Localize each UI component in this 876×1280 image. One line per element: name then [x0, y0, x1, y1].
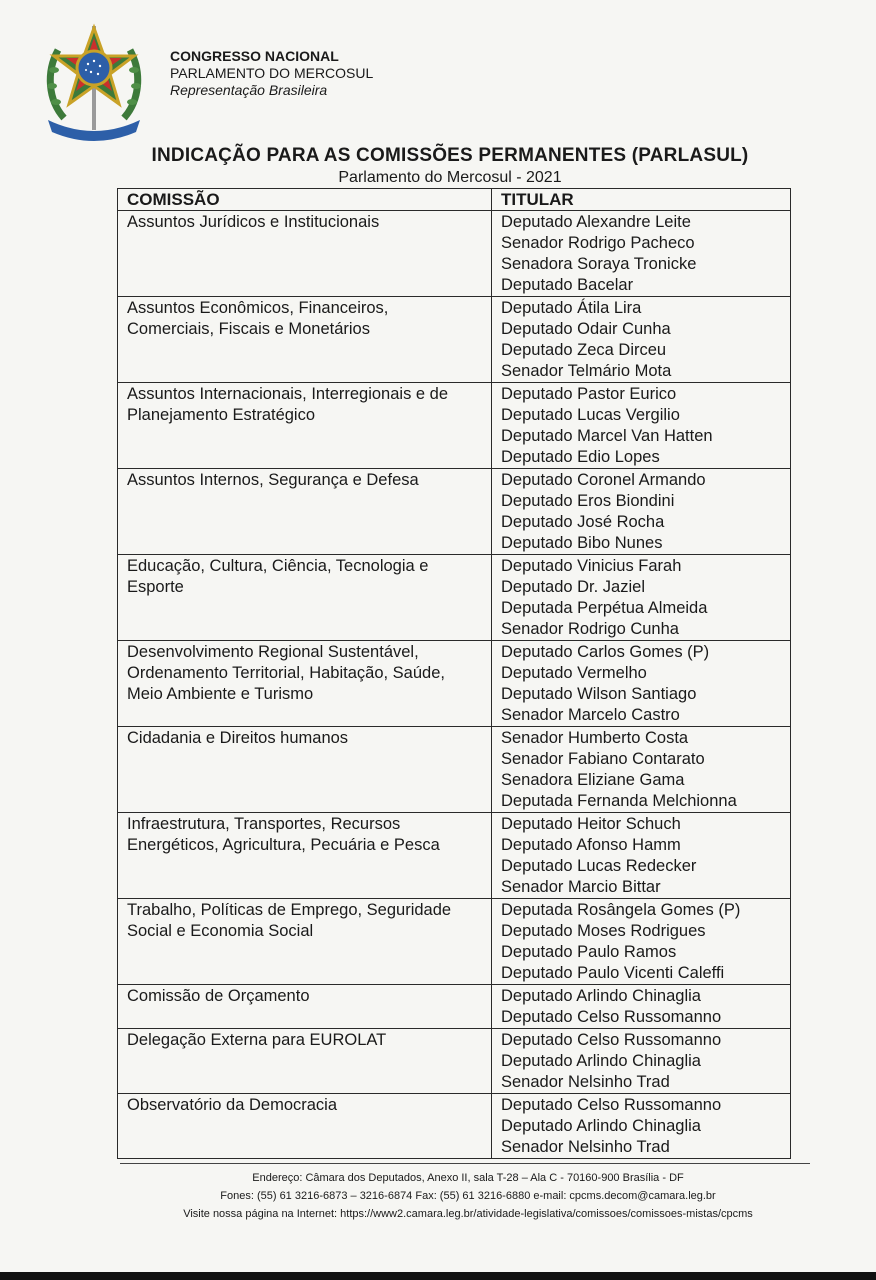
commission-name-line: Meio Ambiente e Turismo	[127, 685, 314, 703]
commission-name-line: Assuntos Jurídicos e Institucionais	[127, 213, 380, 231]
titular-cell	[492, 813, 791, 899]
commission-name-line: Observatório da Democracia	[127, 1096, 338, 1114]
institution-header	[170, 48, 373, 99]
titular-name: Deputada Fernanda Melchionna	[501, 792, 737, 810]
titular-name: Senador Telmário Mota	[501, 362, 672, 380]
titular-name: Deputado Átila Lira	[501, 299, 642, 317]
table-row	[118, 469, 791, 555]
commission-cell	[118, 555, 492, 641]
commission-name-line: Ordenamento Territorial, Habitação, Saúde,	[127, 664, 445, 682]
commission-name-line: Social e Economia Social	[127, 922, 314, 940]
titular-cell	[492, 555, 791, 641]
footer-divider	[120, 1163, 810, 1164]
commission-cell	[118, 727, 492, 813]
titular-name: Deputado Pastor Eurico	[501, 385, 677, 403]
commission-name-line: Educação, Cultura, Ciência, Tecnologia e	[127, 557, 429, 575]
titular-name: Deputado Marcel Van Hatten	[501, 427, 713, 445]
table-row	[118, 1029, 791, 1094]
table-row	[118, 297, 791, 383]
institution-representation: Representação Brasileira	[170, 82, 328, 98]
titular-name: Deputado Vinicius Farah	[501, 557, 682, 575]
titular-name: Deputado Carlos Gomes (P)	[501, 643, 710, 661]
titular-name: Senadora Soraya Tronicke	[501, 255, 697, 273]
titular-name: Senador Nelsinho Trad	[501, 1138, 670, 1156]
commission-cell	[118, 383, 492, 469]
commission-cell	[118, 297, 492, 383]
titular-name: Senador Nelsinho Trad	[501, 1073, 670, 1091]
commission-cell	[118, 813, 492, 899]
commission-name-line: Energéticos, Agricultura, Pecuária e Pesca	[127, 836, 440, 854]
titular-cell	[492, 211, 791, 297]
titular-name: Deputado Afonso Hamm	[501, 836, 681, 854]
institution-subname: PARLAMENTO DO MERCOSUL	[170, 65, 374, 81]
commission-name-line: Esporte	[127, 578, 184, 596]
titular-name: Deputado Heitor Schuch	[501, 815, 681, 833]
table-row	[118, 555, 791, 641]
table-row	[118, 1094, 791, 1159]
commission-name-line: Cidadania e Direitos humanos	[127, 729, 349, 747]
titular-cell	[492, 1094, 791, 1159]
titular-cell	[492, 727, 791, 813]
commission-cell	[118, 469, 492, 555]
commission-cell	[118, 641, 492, 727]
titular-name: Deputado Eros Biondini	[501, 492, 675, 510]
titular-name: Senador Rodrigo Cunha	[501, 620, 679, 638]
table-row	[118, 899, 791, 985]
commissions-table	[117, 188, 791, 1159]
titular-name: Senadora Eliziane Gama	[501, 771, 685, 789]
table-header-row	[118, 189, 791, 211]
brazil-coat-of-arms-icon	[42, 20, 146, 144]
commission-name-line: Assuntos Econômicos, Financeiros,	[127, 299, 389, 317]
titular-name: Deputado Wilson Santiago	[501, 685, 697, 703]
table-row	[118, 383, 791, 469]
footer-website: Visite nossa página na Internet: https://www2.camara.leg.br/atividade-legislativa/comissoes/comissoes-mistas/cpcms	[183, 1208, 753, 1220]
commission-cell	[118, 1094, 492, 1159]
document-subtitle: Parlamento do Mercosul - 2021	[338, 169, 562, 186]
titular-cell	[492, 297, 791, 383]
titular-name: Deputado Celso Russomanno	[501, 1031, 722, 1049]
commission-name-line: Delegação Externa para EUROLAT	[127, 1031, 387, 1049]
titular-name: Senador Marcio Bittar	[501, 878, 661, 896]
titular-name: Deputado Paulo Ramos	[501, 943, 677, 961]
scan-edge	[0, 1272, 876, 1280]
commission-cell	[118, 211, 492, 297]
table-row	[118, 813, 791, 899]
titular-name: Deputado Bibo Nunes	[501, 534, 663, 552]
titular-name: Deputado Lucas Redecker	[501, 857, 697, 875]
titular-cell	[492, 469, 791, 555]
titular-name: Deputada Perpétua Almeida	[501, 599, 708, 617]
commission-cell	[118, 985, 492, 1029]
titular-name: Deputado Moses Rodrigues	[501, 922, 706, 940]
titular-name: Deputado Lucas Vergilio	[501, 406, 680, 424]
column-header-commission: COMISSÃO	[118, 189, 492, 211]
titular-name: Senador Humberto Costa	[501, 729, 689, 747]
titular-cell	[492, 1029, 791, 1094]
titular-name: Deputado Zeca Dirceu	[501, 341, 667, 359]
commission-name-line: Assuntos Internos, Segurança e Defesa	[127, 471, 419, 489]
footer-contacts: Fones: (55) 61 3216-6873 – 3216-6874 Fax: (55) 61 3216-6880 e-mail: cpcms.decom@camara.leg.br	[220, 1190, 716, 1202]
titular-name: Deputado Arlindo Chinaglia	[501, 1117, 701, 1135]
titular-name: Deputado Bacelar	[501, 276, 634, 294]
table-row	[118, 641, 791, 727]
document-title: INDICAÇÃO PARA AS COMISSÕES PERMANENTES (PARLASUL)	[151, 145, 749, 166]
commission-name-line: Planejamento Estratégico	[127, 406, 316, 424]
commission-name-line: Infraestrutura, Transportes, Recursos	[127, 815, 401, 833]
commission-name-line: Trabalho, Políticas de Emprego, Seguridade	[127, 901, 452, 919]
table-row	[118, 985, 791, 1029]
titular-name: Deputado Odair Cunha	[501, 320, 671, 338]
table-row	[118, 211, 791, 297]
titular-name: Deputado Arlindo Chinaglia	[501, 1052, 701, 1070]
commission-name-line: Desenvolvimento Regional Sustentável,	[127, 643, 419, 661]
commission-cell	[118, 1029, 492, 1094]
commission-name-line: Comissão de Orçamento	[127, 987, 310, 1005]
commission-cell	[118, 899, 492, 985]
titular-cell	[492, 641, 791, 727]
titular-name: Deputado José Rocha	[501, 513, 665, 531]
commission-name-line: Comerciais, Fiscais e Monetários	[127, 320, 370, 338]
titular-cell	[492, 383, 791, 469]
column-header-titular: TITULAR	[492, 189, 791, 211]
institution-name: CONGRESSO NACIONAL	[170, 48, 339, 64]
commission-name-line: Assuntos Internacionais, Interregionais e de	[127, 385, 449, 403]
titular-name: Deputado Paulo Vicenti Caleffi	[501, 964, 725, 982]
titular-name: Senador Marcelo Castro	[501, 706, 680, 724]
footer-address: Endereço: Câmara dos Deputados, Anexo II, sala T-28 – Ala C - 70160-900 Brasília - DF	[252, 1172, 684, 1184]
titular-name: Deputado Vermelho	[501, 664, 647, 682]
titular-name: Deputado Dr. Jaziel	[501, 578, 645, 596]
table-row	[118, 727, 791, 813]
titular-name: Deputada Rosângela Gomes (P)	[501, 901, 741, 919]
titular-name: Deputado Celso Russomanno	[501, 1008, 722, 1026]
titular-cell	[492, 899, 791, 985]
titular-name: Senador Rodrigo Pacheco	[501, 234, 695, 252]
titular-name: Deputado Coronel Armando	[501, 471, 706, 489]
titular-name: Deputado Edio Lopes	[501, 448, 660, 466]
titular-name: Senador Fabiano Contarato	[501, 750, 705, 768]
titular-name: Deputado Arlindo Chinaglia	[501, 987, 701, 1005]
titular-cell	[492, 985, 791, 1029]
titular-name: Deputado Celso Russomanno	[501, 1096, 722, 1114]
titular-name: Deputado Alexandre Leite	[501, 213, 691, 231]
